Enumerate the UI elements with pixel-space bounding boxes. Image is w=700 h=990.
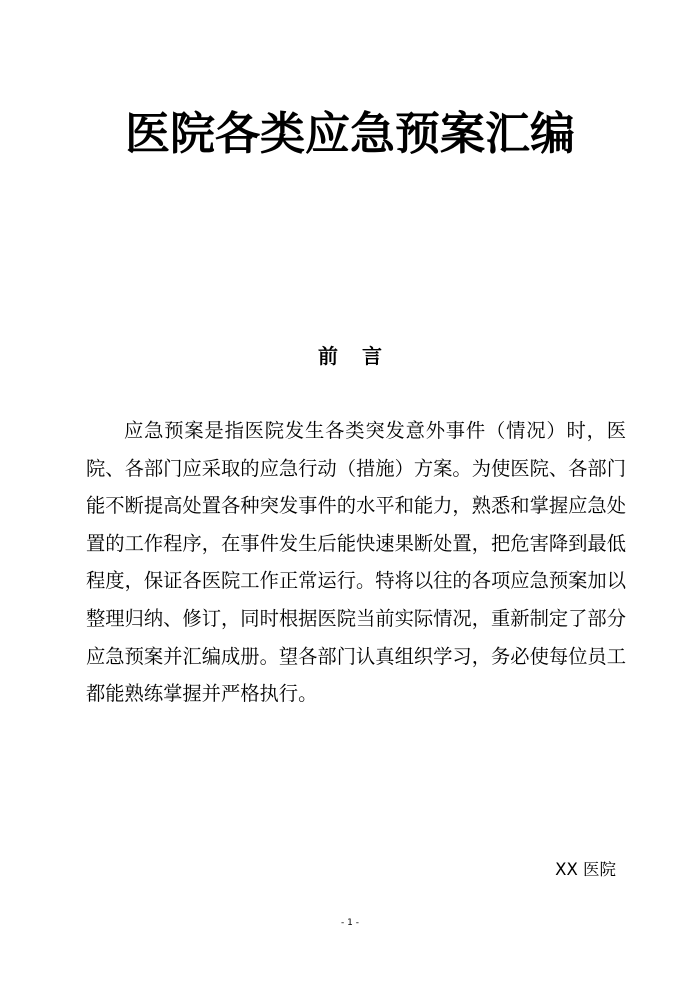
preface-paragraph: 应急预案是指医院发生各类突发意外事件（情况）时，医院、各部门应采取的应急行动（措施）方案。为使医院、各部门能不断提高处置各种突发事件的水平和能力，熟悉和掌握应急处置的工作程序，在事件发生后能快速果断处置，把危害降到最低程度，保证各医院工作正常运行。特将以往的各项应急预案加以整理归纳、修订，同时根据医院当前实际情况，重新制定了部分应急预案并汇编成册。望各部门认真组织学习，务必使每位员工都能熟练掌握并严格执行。	[86, 419, 626, 706]
signature-hospital: XX 医院	[555, 860, 616, 879]
heading-char-2: 言	[362, 344, 382, 368]
page-number: - 1 -	[341, 918, 359, 928]
document-title: 医院各类应急预案汇编	[124, 107, 575, 160]
section-heading-preface	[0, 340, 700, 372]
heading-char-1: 前	[318, 344, 338, 368]
